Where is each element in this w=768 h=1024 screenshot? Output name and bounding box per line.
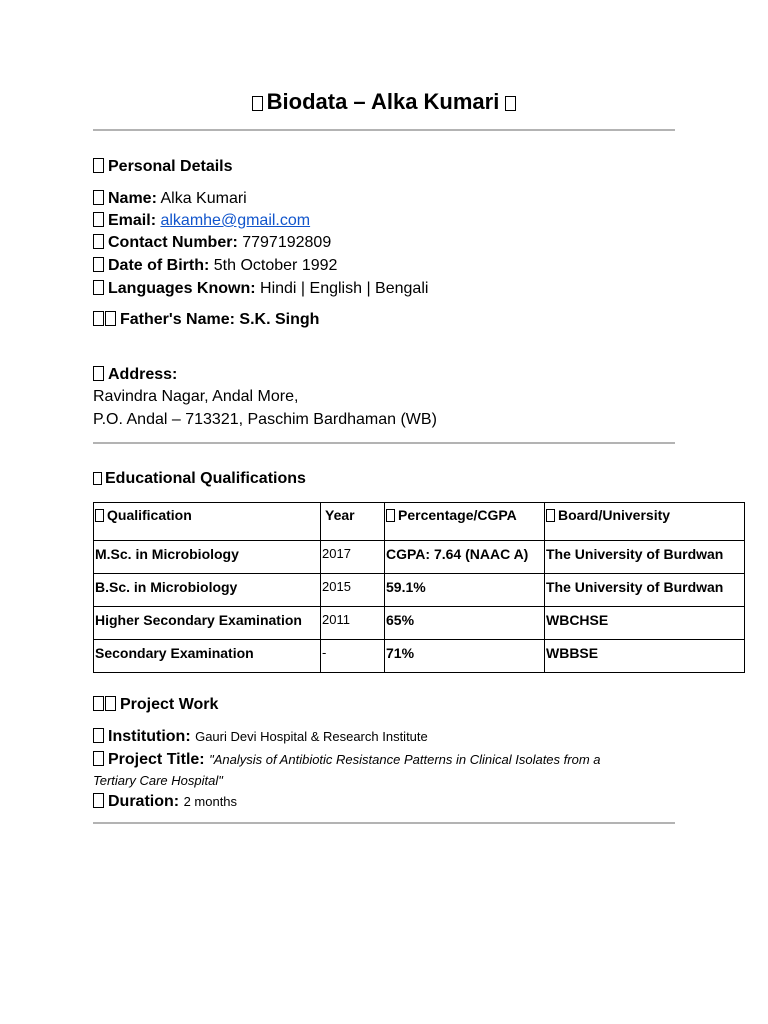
- document-icon: [95, 509, 104, 522]
- clock-icon: [93, 793, 104, 808]
- home-icon: [93, 366, 104, 381]
- table-cell: The University of Burdwan: [545, 574, 745, 607]
- table-row: [94, 541, 745, 574]
- project-title-row: Project Title: "Analysis of Antibiotic Resistance Patterns in Clinical Isolates from a: [93, 749, 601, 771]
- father-name-row: Father's Name: S.K. Singh: [93, 309, 319, 331]
- phone-icon: [93, 234, 104, 249]
- table-cell: 2015: [321, 574, 385, 607]
- document-icon: [93, 751, 104, 766]
- father-icon: [93, 311, 104, 326]
- dob-row: Date of Birth: 5th October 1992: [93, 255, 337, 277]
- table-cell: 59.1%: [385, 574, 545, 607]
- table-cell: 71%: [385, 640, 545, 673]
- page-title: [93, 86, 675, 118]
- duration-row: Duration: 2 months: [93, 791, 237, 813]
- column-header-board: Board/University: [545, 503, 745, 541]
- column-header-year: Year: [321, 503, 385, 541]
- education-heading: Educational Qualifications: [93, 468, 306, 490]
- microscope-icon: [105, 696, 116, 711]
- hospital-icon: [93, 728, 104, 743]
- table-cell: Secondary Examination: [94, 640, 321, 673]
- email-icon: [93, 212, 104, 227]
- father-icon: [105, 311, 116, 326]
- table-row: [94, 607, 745, 640]
- chart-icon: [386, 509, 395, 522]
- email-row: Email: alkamhe@gmail.com: [93, 210, 310, 232]
- column-header-percentage: Percentage/CGPA: [385, 503, 545, 541]
- building-icon: [546, 509, 555, 522]
- table-cell: WBCHSE: [545, 607, 745, 640]
- table-row: [94, 574, 745, 607]
- name-row: Name: Alka Kumari: [93, 188, 247, 210]
- education-table: [93, 502, 745, 673]
- title-emoji-icon: [505, 96, 516, 111]
- table-cell: WBBSE: [545, 640, 745, 673]
- person-icon: [93, 158, 104, 173]
- institution-row: Institution: Gauri Devi Hospital & Research Institute: [93, 726, 428, 748]
- table-cell: B.Sc. in Microbiology: [94, 574, 321, 607]
- user-icon: [93, 190, 104, 205]
- table-header-row: [94, 503, 745, 541]
- email-link[interactable]: alkamhe@gmail.com: [160, 212, 311, 229]
- graduation-cap-icon: [93, 472, 102, 485]
- languages-row: Languages Known: Hindi | English | Bengali: [93, 278, 428, 300]
- table-row: [94, 640, 745, 673]
- address-line-1: Ravindra Nagar, Andal More,: [93, 388, 299, 405]
- project-heading: Project Work: [93, 694, 218, 716]
- microscope-icon: [93, 696, 104, 711]
- table-cell: -: [321, 640, 385, 673]
- table-cell: The University of Burdwan: [545, 541, 745, 574]
- table-cell: M.Sc. in Microbiology: [94, 541, 321, 574]
- table-cell: 2011: [321, 607, 385, 640]
- contact-row: Contact Number: 7797192809: [93, 232, 331, 254]
- divider: [93, 822, 675, 824]
- personal-details-heading: Personal Details: [93, 156, 233, 178]
- table-cell: 65%: [385, 607, 545, 640]
- divider: [93, 442, 675, 444]
- project-title-continuation: Tertiary Care Hospital": [93, 773, 223, 788]
- table-cell: CGPA: 7.64 (NAAC A): [385, 541, 545, 574]
- table-cell: Higher Secondary Examination: [94, 607, 321, 640]
- table-cell: 2017: [321, 541, 385, 574]
- globe-icon: [93, 280, 104, 295]
- column-header-qualification: Qualification: [94, 503, 321, 541]
- title-text: Biodata – Alka Kumari: [266, 89, 500, 114]
- address-heading: Address:: [93, 364, 177, 386]
- address-line-2: P.O. Andal – 713321, Paschim Bardhaman (WB): [93, 411, 437, 428]
- title-emoji-icon: [252, 96, 263, 111]
- calendar-icon: [93, 257, 104, 272]
- divider: [93, 129, 675, 131]
